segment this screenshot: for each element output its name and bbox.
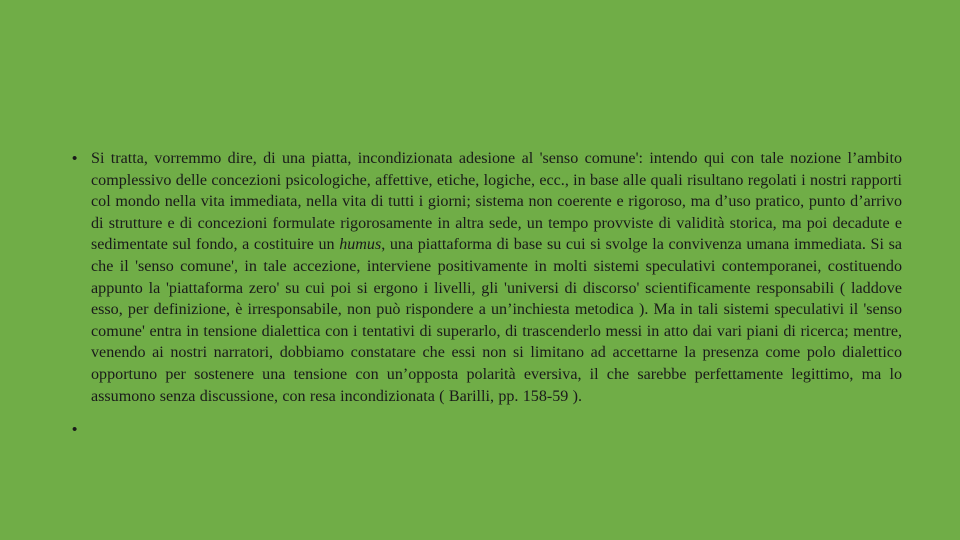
bullet-item-empty xyxy=(72,419,902,441)
quote-italic-term: humus xyxy=(339,236,382,254)
quote-text-end: , una piattaforma di base su cui si svolge la convivenza umana immediata. Si sa che il 'senso comune', in tale accezione, interviene positivamente in molti sistemi speculativi contemporanei, costituendo appunto la 'piattaforma zero' su cui poi si ergono i livelli, gli 'universi di discorso' scientificamente responsabili ( laddove esso, per definizione, è irresponsabile, non può rispondere a un’inchiesta metodica ). Ma in tali sistemi speculativi il 'senso comune' entra in tensione dialettica con i tentativi di superarlo, di trascenderlo messi in atto dai vari piani di ricerca; mentre, venendo ai nostri narratori, dobbiamo constatare che essi non si limitano ad accettarne la presenza come polo dialettico opportuno per sostenere una tensione con un’opposta polarità eversiva, il che sarebbe perfettamente legittimo, ma lo assumono senza discussione, con resa incondizionata ( Barilli, pp. 158-59 ). xyxy=(91,236,903,405)
bullet-list xyxy=(72,148,902,441)
quote-text-start: Si tratta, vorremmo dire, di una piatta, incondizionata adesione al 'senso comune': intendo qui con tale nozione l’ambito complessivo delle concezioni psicologiche, affettive, etiche, logiche, ecc., in base alle quali risultano regolati i nostri rapporti col mondo nella vita immediata, nella vita di tutti i giorni; sistema non coerente e rigoroso, ma d’uso pratico, punto d’arrivo di strutture e di concezioni formulate rigorosamente in altra sede, un tempo provviste di validità storica, ma poi decadute e sedimentate sul fondo, a costituire un xyxy=(91,150,902,254)
bullet-item-quote xyxy=(72,148,902,407)
